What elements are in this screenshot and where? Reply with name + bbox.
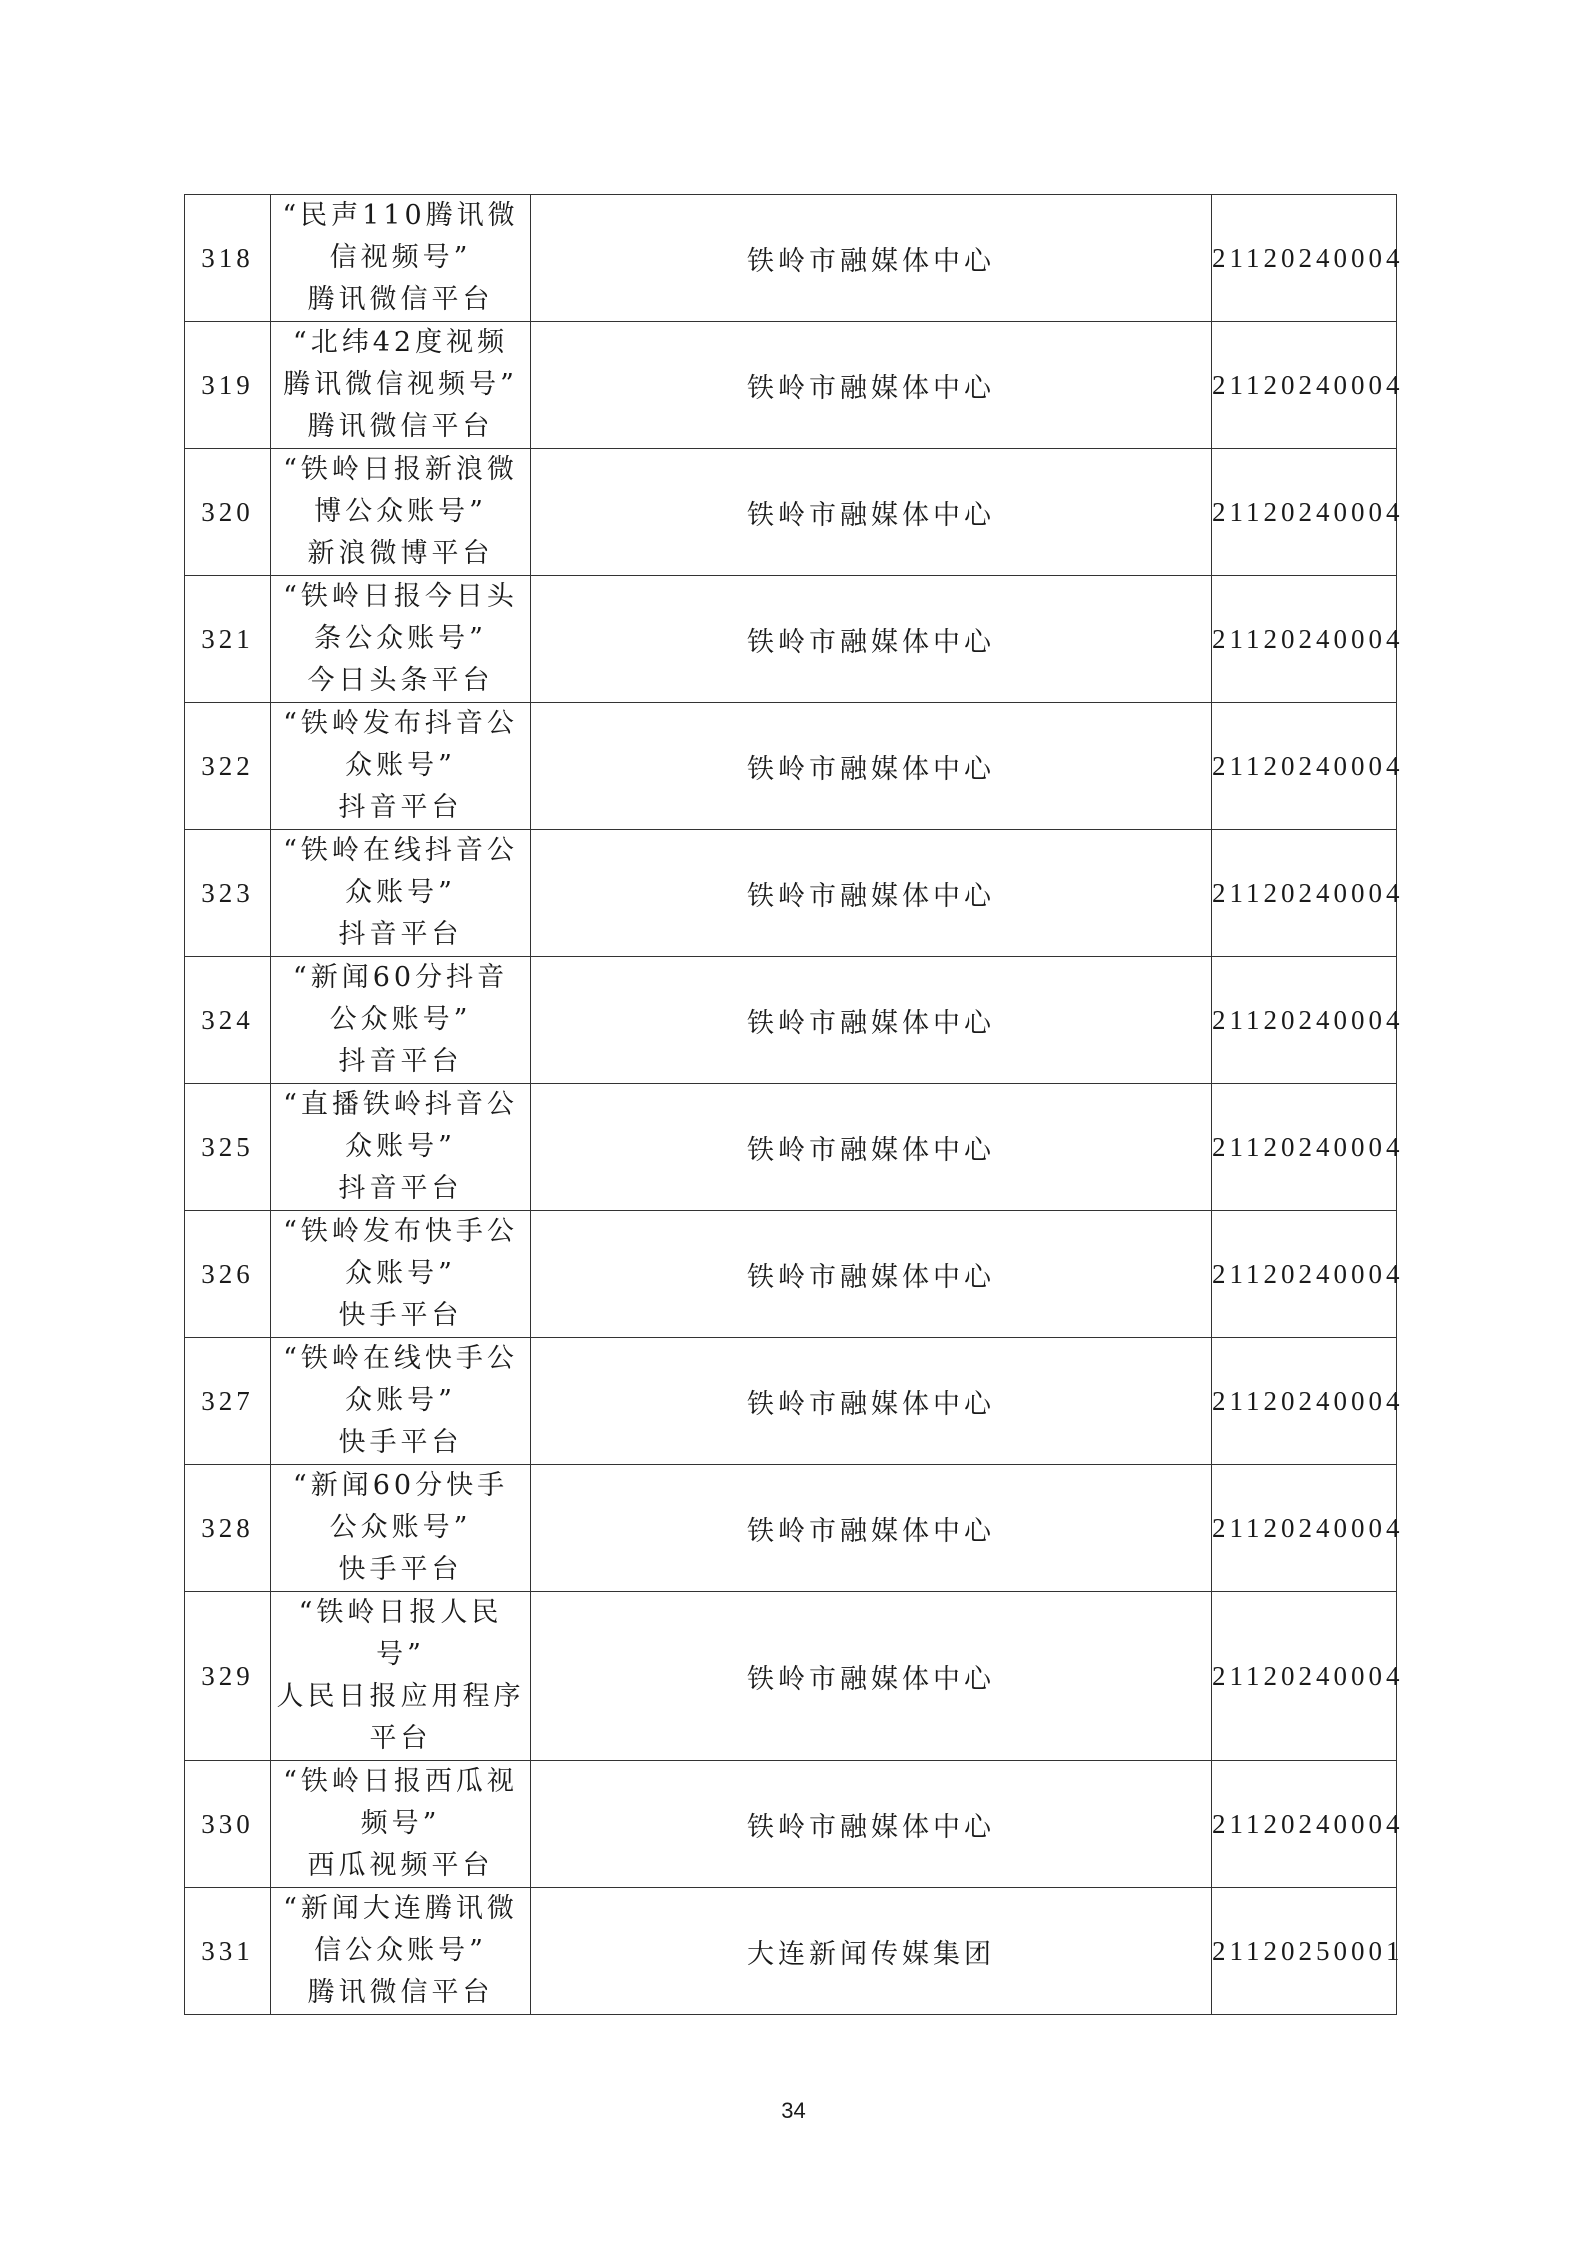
account-name-cell <box>271 1338 531 1465</box>
license-code-cell: 21120240004 <box>1212 195 1397 322</box>
organization-cell: 铁岭市融媒体中心 <box>531 195 1212 322</box>
account-name-line: 腾讯微信平台 <box>307 1977 494 2008</box>
organization-cell: 铁岭市融媒体中心 <box>531 576 1212 703</box>
account-name-line: “北纬42度视频 <box>292 327 509 358</box>
account-name-cell <box>271 1592 531 1761</box>
table-row <box>185 703 1397 830</box>
account-name-line: 抖音平台 <box>338 919 463 950</box>
license-code-cell: 21120240004 <box>1212 322 1397 449</box>
account-name-line: 今日头条平台 <box>307 665 494 696</box>
account-name-line: 信视频号” <box>329 242 472 273</box>
account-name-line: “铁岭发布抖音公 <box>283 708 518 739</box>
account-name-line: “铁岭日报新浪微 <box>283 454 518 485</box>
license-code-cell: 21120250001 <box>1212 1888 1397 2015</box>
account-name-line: “新闻60分抖音 <box>292 962 509 993</box>
row-number: 326 <box>185 1211 271 1338</box>
account-name-cell <box>271 195 531 322</box>
account-name-line: 抖音平台 <box>338 1173 463 1204</box>
account-name-line: 快手平台 <box>338 1427 463 1458</box>
table-row <box>185 1084 1397 1211</box>
table-row <box>185 1761 1397 1888</box>
account-name-line: 快手平台 <box>338 1300 463 1331</box>
page-number: 34 <box>781 2098 806 2123</box>
account-name-line: 抖音平台 <box>338 1046 463 1077</box>
table-row <box>185 449 1397 576</box>
account-name-line: 众账号” <box>345 750 456 781</box>
account-name-cell <box>271 1888 531 2015</box>
account-name-cell <box>271 830 531 957</box>
account-name-line: 腾讯微信视频号” <box>283 369 518 400</box>
organization-cell: 大连新闻传媒集团 <box>531 1888 1212 2015</box>
table-row <box>185 576 1397 703</box>
account-name-line: “铁岭日报人民 <box>298 1597 503 1628</box>
row-number: 318 <box>185 195 271 322</box>
account-name-line: 信公众账号” <box>314 1935 487 1966</box>
row-number: 319 <box>185 322 271 449</box>
account-name-line: “铁岭日报今日头 <box>283 581 518 612</box>
table-row <box>185 830 1397 957</box>
table-row <box>185 322 1397 449</box>
license-code-cell: 21120240004 <box>1212 449 1397 576</box>
table-row <box>185 1888 1397 2015</box>
row-number: 323 <box>185 830 271 957</box>
account-name-line: “铁岭日报西瓜视 <box>283 1766 518 1797</box>
license-code-cell: 21120240004 <box>1212 830 1397 957</box>
license-code-cell: 21120240004 <box>1212 1084 1397 1211</box>
account-name-line: 人民日报应用程序 <box>276 1681 525 1712</box>
organization-cell: 铁岭市融媒体中心 <box>531 703 1212 830</box>
row-number: 322 <box>185 703 271 830</box>
license-code-cell: 21120240004 <box>1212 1465 1397 1592</box>
row-number: 321 <box>185 576 271 703</box>
license-code-cell: 21120240004 <box>1212 576 1397 703</box>
row-number: 331 <box>185 1888 271 2015</box>
row-number: 329 <box>185 1592 271 1761</box>
account-name-line: 西瓜视频平台 <box>307 1850 494 1881</box>
registry-table <box>184 194 1404 2015</box>
account-name-cell <box>271 1084 531 1211</box>
registry-table-body <box>185 195 1404 2015</box>
account-name-line: 公众账号” <box>329 1004 472 1035</box>
account-name-line: 号” <box>376 1639 425 1670</box>
table-row <box>185 957 1397 1084</box>
organization-cell: 铁岭市融媒体中心 <box>531 1211 1212 1338</box>
account-name-line: “铁岭在线抖音公 <box>283 835 518 866</box>
row-number: 327 <box>185 1338 271 1465</box>
account-name-cell <box>271 576 531 703</box>
account-name-line: 腾讯微信平台 <box>307 284 494 315</box>
license-code-cell: 21120240004 <box>1212 1761 1397 1888</box>
account-name-line: 抖音平台 <box>338 792 463 823</box>
account-name-line: 腾讯微信平台 <box>307 411 494 442</box>
license-code-cell: 21120240004 <box>1212 1338 1397 1465</box>
account-name-cell <box>271 322 531 449</box>
account-name-line: 条公众账号” <box>314 623 487 654</box>
account-name-line: 频号” <box>360 1808 441 1839</box>
account-name-line: “民声110腾讯微 <box>282 200 519 231</box>
row-number: 328 <box>185 1465 271 1592</box>
account-name-cell <box>271 1465 531 1592</box>
license-code-cell: 21120240004 <box>1212 1592 1397 1761</box>
row-number: 325 <box>185 1084 271 1211</box>
account-name-line: 平台 <box>369 1723 432 1754</box>
table-row <box>185 1338 1397 1465</box>
license-code-cell: 21120240004 <box>1212 957 1397 1084</box>
account-name-cell <box>271 957 531 1084</box>
account-name-line: 众账号” <box>345 877 456 908</box>
organization-cell: 铁岭市融媒体中心 <box>531 830 1212 957</box>
organization-cell: 铁岭市融媒体中心 <box>531 1592 1212 1761</box>
row-number: 320 <box>185 449 271 576</box>
row-number: 330 <box>185 1761 271 1888</box>
account-name-line: “新闻60分快手 <box>292 1470 509 1501</box>
license-code-cell: 21120240004 <box>1212 1211 1397 1338</box>
account-name-line: “直播铁岭抖音公 <box>283 1089 518 1120</box>
row-number: 324 <box>185 957 271 1084</box>
account-name-line: 众账号” <box>345 1131 456 1162</box>
account-name-cell <box>271 703 531 830</box>
table-row <box>185 1465 1397 1592</box>
account-name-line: “新闻大连腾讯微 <box>283 1893 518 1924</box>
organization-cell: 铁岭市融媒体中心 <box>531 957 1212 1084</box>
table-row <box>185 1211 1397 1338</box>
account-name-line: 新浪微博平台 <box>307 538 494 569</box>
table-row <box>185 195 1397 322</box>
account-name-line: 快手平台 <box>338 1554 463 1585</box>
organization-cell: 铁岭市融媒体中心 <box>531 322 1212 449</box>
account-name-line: “铁岭发布快手公 <box>283 1216 518 1247</box>
account-name-line: “铁岭在线快手公 <box>283 1343 518 1374</box>
account-name-cell <box>271 1211 531 1338</box>
license-code-cell: 21120240004 <box>1212 703 1397 830</box>
organization-cell: 铁岭市融媒体中心 <box>531 449 1212 576</box>
organization-cell: 铁岭市融媒体中心 <box>531 1084 1212 1211</box>
account-name-line: 博公众账号” <box>314 496 487 527</box>
account-name-cell <box>271 1761 531 1888</box>
account-name-line: 公众账号” <box>329 1512 472 1543</box>
table-row <box>185 1592 1397 1761</box>
account-name-line: 众账号” <box>345 1258 456 1289</box>
account-name-line: 众账号” <box>345 1385 456 1416</box>
organization-cell: 铁岭市融媒体中心 <box>531 1338 1212 1465</box>
organization-cell: 铁岭市融媒体中心 <box>531 1761 1212 1888</box>
account-name-cell <box>271 449 531 576</box>
organization-cell: 铁岭市融媒体中心 <box>531 1465 1212 1592</box>
